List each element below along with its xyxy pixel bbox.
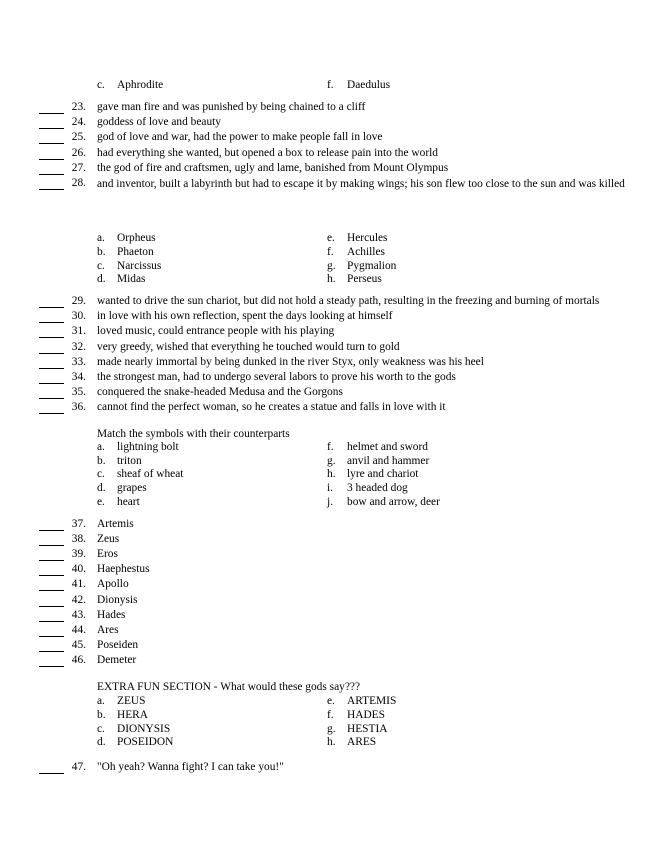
choice-letter: a. <box>97 441 105 453</box>
question-text: in love with his own reflection, spent the days looking at himself <box>97 310 393 323</box>
question-text: very greedy, wished that everything he touched would turn to gold <box>97 340 400 353</box>
question-text: Poseiden <box>97 638 139 651</box>
question-text: goddess of love and beauty <box>97 116 222 129</box>
choice-letter: j. <box>327 495 334 508</box>
choice-name: ZEUS <box>117 695 146 707</box>
question-text: the strongest man, had to undergo several labors to prove his worth to the gods <box>97 371 456 383</box>
question-number: 41. <box>71 578 86 591</box>
question-text: Hades <box>97 608 126 621</box>
choice-name: bow and arrow, deer <box>347 495 440 508</box>
choice-letter: h. <box>327 736 336 749</box>
choice-name: lyre and chariot <box>347 468 419 481</box>
choice-name: Hercules <box>347 232 388 244</box>
question-text: and inventor, built a labyrinth but had to escape it by making wings; his son flew too close to the sun and was killed <box>97 178 625 190</box>
question-text: the god of fire and craftsmen, ugly and lame, banished from Mount Olympus <box>97 161 449 174</box>
question-text: cannot find the perfect woman, so he creates a statue and falls in love with it <box>97 401 446 414</box>
choice-letter: f. <box>327 245 334 258</box>
question-number: 28. <box>71 177 86 189</box>
choice-name: sheaf of wheat <box>117 468 184 481</box>
choice-name: Perseus <box>347 273 382 286</box>
question-number: 39. <box>71 548 86 561</box>
choice-name: Narcissus <box>117 259 162 272</box>
choice-name: Pygmalion <box>347 259 397 272</box>
question-text: Artemis <box>97 518 134 530</box>
question-text: Eros <box>97 548 118 561</box>
question-number: 34. <box>71 371 86 383</box>
question-text: Dionysis <box>97 593 138 606</box>
choice-name: Aphrodite <box>117 79 164 91</box>
choice-name: ARES <box>347 736 377 749</box>
choice-name: Phaeton <box>117 245 154 258</box>
choice-letter: d. <box>97 273 106 286</box>
choice-letter: d. <box>97 482 106 495</box>
question-number: 30. <box>71 310 86 323</box>
question-number: 43. <box>71 608 86 621</box>
choice-letter: a. <box>97 695 105 707</box>
question-text: Demeter <box>97 653 137 666</box>
choice-name: Achilles <box>347 245 385 258</box>
question-text: wanted to drive the sun chariot, but did not hold a steady path, resulting in the freezing and burning of mortals <box>97 295 600 307</box>
question-text: god of love and war, had the power to make people fall in love <box>97 131 383 144</box>
question-number: 35. <box>71 386 86 399</box>
choice-letter: a. <box>97 232 105 244</box>
section-instruction: EXTRA FUN SECTION - What would these gods say??? <box>97 681 361 693</box>
choice-letter: e. <box>97 495 105 508</box>
question-number: 24. <box>71 116 86 129</box>
question-text: Zeus <box>97 533 120 546</box>
choice-letter: c. <box>97 722 105 735</box>
choice-letter: c. <box>97 79 105 91</box>
choice-letter: g. <box>327 454 336 467</box>
choice-letter: f. <box>327 708 334 721</box>
question-number: 26. <box>71 146 86 159</box>
question-number: 37. <box>71 518 86 530</box>
choice-letter: i. <box>327 482 334 495</box>
choice-name: HADES <box>347 708 385 721</box>
question-text: Ares <box>97 623 119 636</box>
choice-name: lightning bolt <box>117 441 179 453</box>
question-text: made nearly immortal by being dunked in the river Styx, only weakness was his heel <box>97 355 484 368</box>
choice-name: DIONYSIS <box>117 722 171 735</box>
question-text: loved music, could entrance people with his playing <box>97 325 335 338</box>
question-number: 47. <box>71 761 86 773</box>
choice-name: HERA <box>117 708 149 721</box>
question-number: 33. <box>71 355 86 368</box>
question-number: 31. <box>71 325 86 338</box>
choice-letter: g. <box>327 722 336 735</box>
choice-letter: f. <box>327 79 334 91</box>
choice-name: Orpheus <box>117 232 156 244</box>
question-text: had everything she wanted, but opened a box to release pain into the world <box>97 146 438 159</box>
choice-letter: h. <box>327 273 336 286</box>
question-number: 27. <box>71 161 86 174</box>
choice-letter: c. <box>97 259 105 272</box>
choice-name: ARTEMIS <box>347 695 397 707</box>
question-number: 45. <box>71 638 86 651</box>
choice-letter: d. <box>97 736 106 749</box>
question-number: 32. <box>71 340 86 353</box>
choice-name: 3 headed dog <box>347 482 408 495</box>
choice-name: heart <box>117 495 140 508</box>
question-number: 29. <box>71 295 86 307</box>
choice-name: Daedulus <box>347 79 391 91</box>
choice-name: grapes <box>117 482 147 495</box>
choice-letter: b. <box>97 245 106 258</box>
question-number: 38. <box>71 533 86 546</box>
choice-letter: e. <box>327 695 335 707</box>
question-text: Apollo <box>97 578 129 591</box>
choice-letter: h. <box>327 468 336 481</box>
choice-name: POSEIDON <box>117 736 174 749</box>
question-text: "Oh yeah? Wanna fight? I can take you!" <box>97 761 284 773</box>
question-number: 42. <box>71 593 86 606</box>
choice-name: anvil and hammer <box>347 454 430 467</box>
choice-name: Midas <box>117 273 146 286</box>
choice-name: helmet and sword <box>347 441 428 453</box>
choice-letter: c. <box>97 468 105 481</box>
choice-letter: b. <box>97 454 106 467</box>
question-text: Haephestus <box>97 563 150 576</box>
question-text: gave man fire and was punished by being chained to a cliff <box>97 101 366 113</box>
question-number: 44. <box>71 623 86 636</box>
question-number: 36. <box>71 401 86 414</box>
choice-name: HESTIA <box>347 722 388 735</box>
choice-letter: e. <box>327 232 335 244</box>
choice-letter: b. <box>97 708 106 721</box>
question-number: 46. <box>71 653 86 666</box>
section-instruction: Match the symbols with their counterparts <box>97 428 290 440</box>
choice-letter: g. <box>327 259 336 272</box>
choice-letter: f. <box>327 441 334 453</box>
question-number: 40. <box>71 563 86 576</box>
question-number: 23. <box>71 101 86 113</box>
choice-name: triton <box>117 454 142 467</box>
question-number: 25. <box>71 131 86 144</box>
question-text: conquered the snake-headed Medusa and the Gorgons <box>97 386 343 399</box>
